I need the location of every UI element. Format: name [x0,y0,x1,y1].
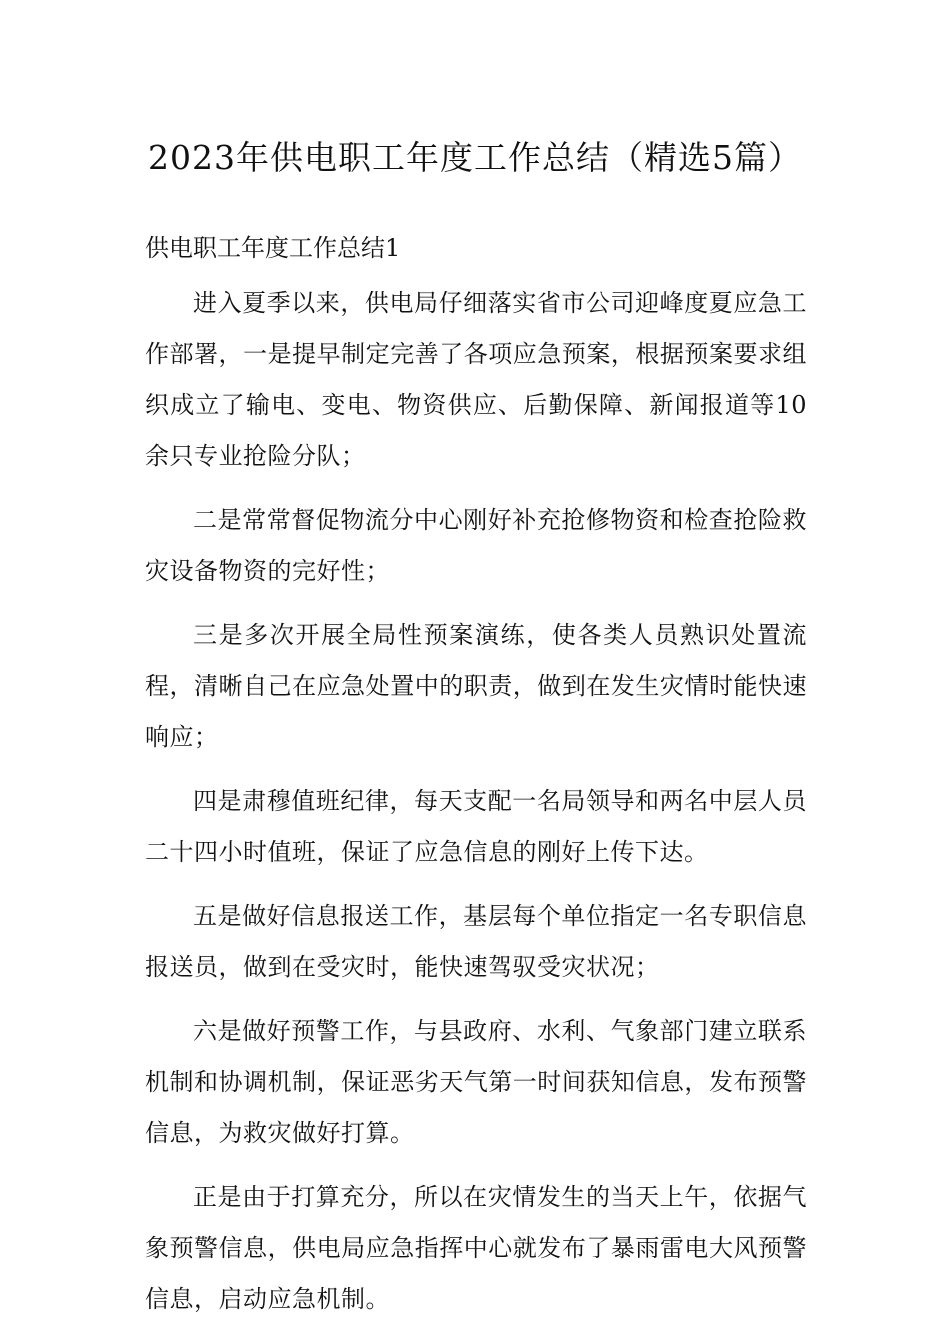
document-body [145,278,807,1338]
paragraph-1: 进入夏季以来，供电局仔细落实省市公司迎峰度夏应急工作部署，一是提早制定完善了各项应急预案，根据预案要求组织成立了输电、变电、物资供应、后勤保障、新闻报道等10余只专业抢险分队； [145,289,807,470]
paragraph-6: 六是做好预警工作，与县政府、水利、气象部门建立联系机制和协调机制，保证恶劣天气第一时间获知信息，发布预警信息，为救灾做好打算。 [145,1017,807,1147]
paragraph-2: 二是常常督促物流分中心刚好补充抢修物资和检查抢险救灾设备物资的完好性； [145,506,807,585]
paragraph-4: 四是肃穆值班纪律，每天支配一名局领导和两名中层人员二十四小时值班，保证了应急信息的刚好上传下达。 [145,787,807,866]
paragraph-3: 三是多次开展全局性预案演练，使各类人员熟识处置流程，清晰自己在应急处置中的职责，做到在发生灾情时能快速响应； [145,621,807,751]
paragraph-7: 正是由于打算充分，所以在灾情发生的当天上午，依据气象预警信息，供电局应急指挥中心就发布了暴雨雷电大风预警信息，启动应急机制。 [145,1183,807,1313]
paragraph-5: 五是做好信息报送工作，基层每个单位指定一名专职信息报送员，做到在受灾时，能快速驾驭受灾状况； [145,902,807,981]
document-title: 2023年供电职工年度工作总结（精选5篇） [148,138,802,177]
section-heading: 供电职工年度工作总结1 [145,234,401,262]
